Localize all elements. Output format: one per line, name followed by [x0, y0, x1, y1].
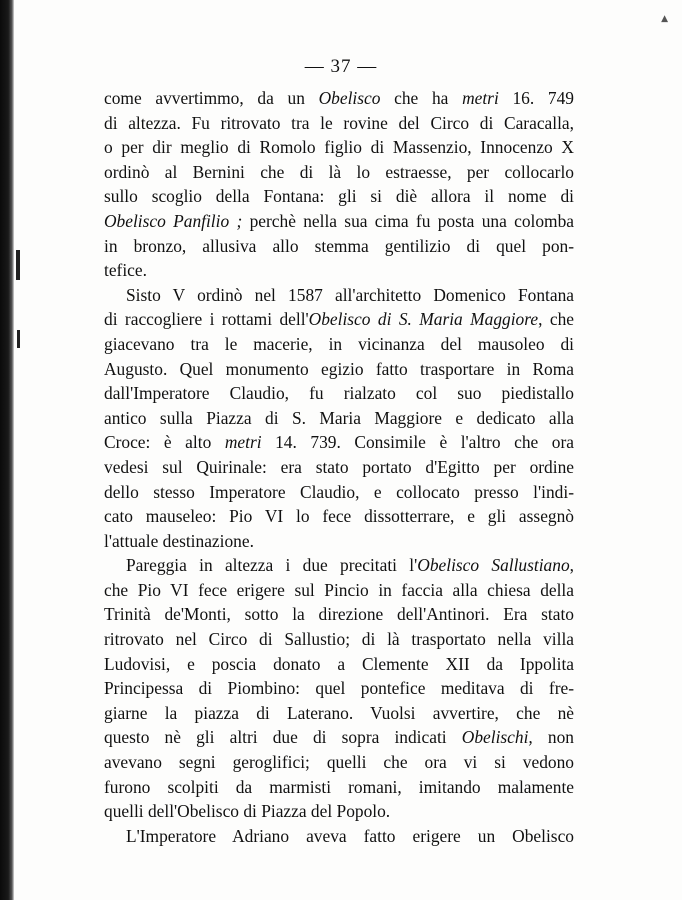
text-line: sullo scoglio della Fontana: gli si diè allora il nome di [104, 186, 574, 207]
text-line: giarne la piazza di Laterano. Vuolsi avvertire, che nè [104, 702, 574, 723]
text-line: di raccogliere i rottami dell'Obelisco di S. Maria Maggiore, che [104, 309, 574, 330]
text-line: Ludovisi, e poscia donato a Clemente XII da Ippolita [104, 653, 574, 674]
text-line: ritrovato nel Circo di Sallustio; di là trasportato nella villa [104, 629, 574, 650]
text-line: furono scolpiti da marmisti romani, imitando malamente [104, 776, 574, 797]
text-line: Augusto. Quel monumento egizio fatto trasportare in Roma [104, 358, 574, 379]
text-line: Trinità de'Monti, sotto la direzione dell'Antinori. Era stato [104, 604, 574, 625]
ink-speck [16, 250, 20, 280]
text-line: dall'Imperatore Claudio, fu rialzato col suo piedistallo [104, 383, 574, 404]
text-line: giacevano tra le macerie, in vicinanza del mausoleo di [104, 333, 574, 354]
text-line: vedesi sul Quirinale: era stato portato d'Egitto per ordine [104, 456, 574, 477]
text-line: avevano segni geroglifici; quelli che ora vi si vedono [104, 752, 574, 773]
text-line: che Pio VI fece erigere sul Pincio in faccia alla chiesa della [104, 579, 574, 600]
text-line: Sisto V ordinò nel 1587 all'architetto Domenico Fontana [126, 284, 574, 305]
text-line: Principessa di Piombino: quel pontefice meditava di fre- [104, 678, 574, 699]
text-line: Croce: è alto metri 14. 739. Consimile è l'altro che ora [104, 432, 574, 453]
ink-speck [17, 330, 20, 348]
text-line: o per dir meglio di Romolo figlio di Massenzio, Innocenzo X [104, 137, 574, 158]
text-line: quelli dell'Obelisco di Piazza del Popolo. [104, 801, 391, 822]
text-line: di altezza. Fu ritrovato tra le rovine del Circo di Caracalla, [104, 112, 574, 133]
text-line: antico sulla Piazza di S. Maria Maggiore e dedicato alla [104, 407, 574, 428]
page-number: — 37 — [304, 56, 378, 77]
text-line: dello stesso Imperatore Claudio, e collocato presso l'indi- [104, 481, 574, 502]
binding-edge [0, 0, 14, 900]
text-line: questo nè gli altri due di sopra indicati Obelischi, non [104, 727, 574, 748]
text-line: ordinò al Bernini che di là lo estraesse, per collocarlo [104, 161, 574, 182]
text-line: tefice. [104, 260, 147, 281]
text-line: Obelisco Panfilio ; perchè nella sua cima fu posta una colomba [104, 210, 574, 231]
text-line: l'attuale destinazione. [104, 530, 254, 551]
text-line: Pareggia in altezza i due precitati l'Obelisco Sallustiano, [126, 555, 575, 576]
text-line: in bronzo, allusiva allo stemma gentilizio di quel pon- [104, 235, 574, 256]
body-text [104, 86, 574, 848]
text-line: cato mauseleo: Pio VI lo fece dissotterrare, e gli assegnò [104, 506, 574, 527]
text-line: come avvertimmo, da un Obelisco che ha metri 16. 749 [104, 88, 574, 108]
text-line: L'Imperatore Adriano aveva fatto erigere un Obelisco [126, 825, 574, 846]
corner-mark: ▲ [661, 14, 668, 24]
